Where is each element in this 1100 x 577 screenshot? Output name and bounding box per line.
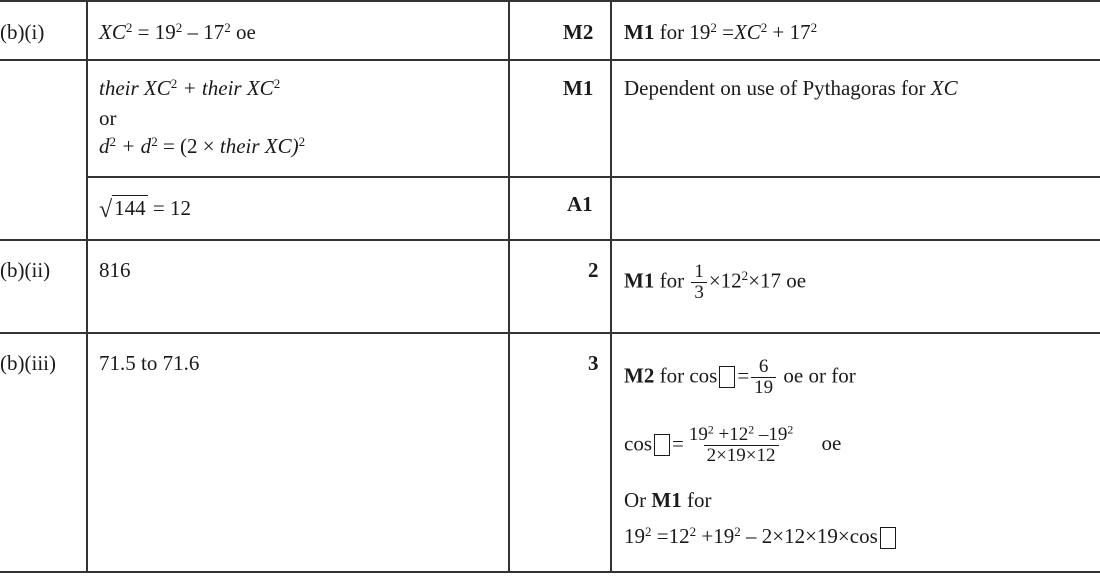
blank-bracket	[880, 527, 896, 549]
table-border-top	[0, 0, 1100, 2]
note-cell: M1 for $\frac{1}{3}$ $\times 12^2\times 17$ oe	[624, 261, 807, 303]
note-cell: Dependent on use of Pythagoras for XC	[624, 76, 958, 100]
mark-cell: 2	[588, 258, 599, 282]
answer-cell: their $XC^2$ + their $XC^2$	[99, 75, 281, 100]
row-divider	[0, 59, 1100, 61]
answer-cell: 816	[99, 258, 131, 282]
answer-cell: or	[99, 106, 117, 130]
answer-cell: $d^2 + d^2 = (2$ × their XC)$^2$	[99, 133, 306, 158]
answer-cell: 71.5 to 71.6	[99, 351, 200, 375]
mark-cell: M2	[563, 20, 594, 44]
part-label: (b)(i)	[0, 20, 45, 44]
note-cell: cos = $\frac{19^2 +12^2 -19^2}{2\times 19\times 12}$ oe	[624, 423, 842, 466]
note-cell: M1 for $19^2 =XC^2 + 17^2$	[624, 19, 818, 44]
answer-cell: $XC^2 = 19^2 - 17^2$ oe	[99, 19, 256, 44]
mark-cell: 3	[588, 351, 599, 375]
mark-cell: M1	[563, 76, 594, 100]
part-label: (b)(iii)	[0, 351, 56, 375]
note-cell: $19^2 =12^2 +19^2 - 2\times 12\times 19\times\cos$	[624, 526, 898, 549]
column-divider	[610, 0, 612, 573]
note-cell: Or M1 for	[624, 488, 712, 512]
note-cell: M2 for cos = $\frac{6}{19}$ oe or for	[624, 356, 856, 398]
column-divider	[508, 0, 510, 573]
mark-cell: A1	[567, 192, 593, 216]
table-border-bottom	[0, 571, 1100, 573]
row-divider	[0, 332, 1100, 334]
row-divider	[0, 239, 1100, 241]
row-divider	[87, 176, 1100, 178]
blank-bracket	[719, 366, 735, 388]
part-label: (b)(ii)	[0, 258, 51, 282]
answer-cell: √144 = 12	[99, 196, 192, 223]
blank-bracket	[654, 434, 670, 456]
column-divider	[86, 0, 88, 573]
